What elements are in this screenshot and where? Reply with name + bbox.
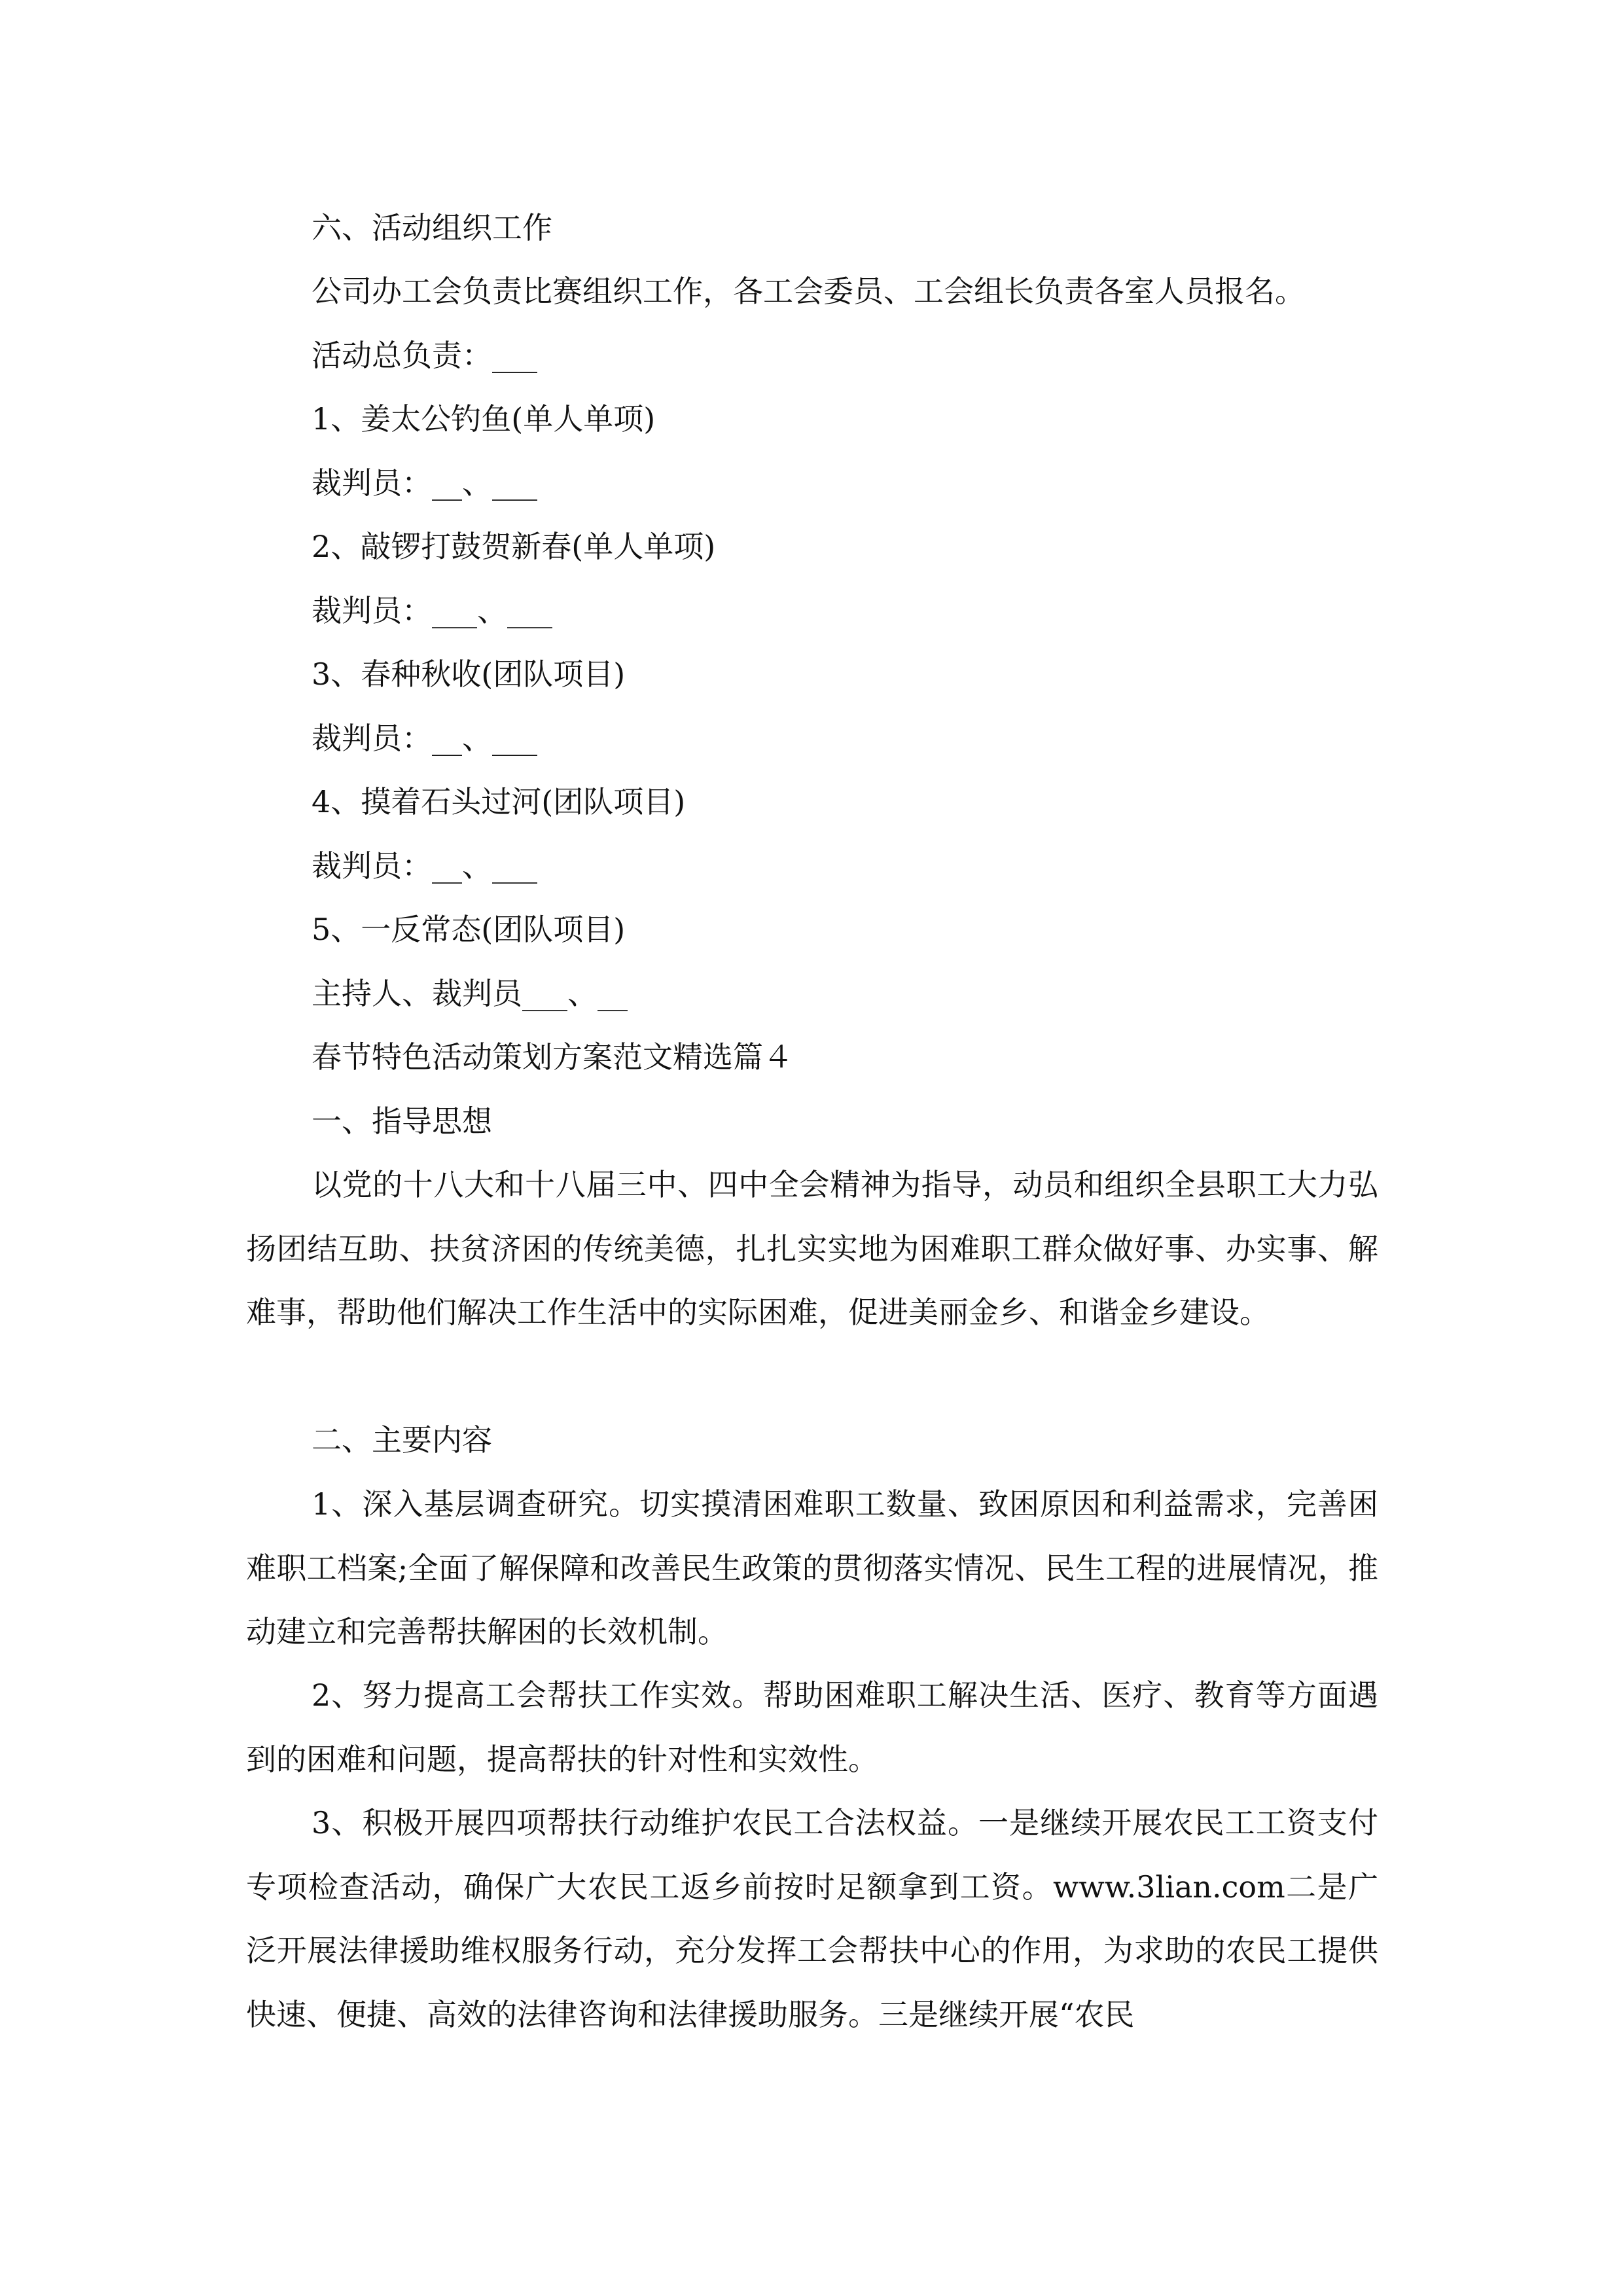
event-item-1: 1、姜太公钓鱼(单人单项) [312, 401, 656, 437]
event-3-referees: 裁判员：__、___ [312, 721, 537, 756]
event-item-2: 2、敲锣打鼓贺新春(单人单项) [312, 529, 716, 564]
section-heading-main-content: 二、主要内容 [312, 1422, 492, 1458]
event-2-referees: 裁判员：___、___ [312, 593, 552, 628]
main-content-item-1: 1、深入基层调查研究。切实摸清困难职工数量、致困原因和利益需求，完善困难职工档案;全面了解保障和改善民生政策的贯彻落实情况、民生工程的进展情况，推动建立和完善帮扶解困的长效机制。 [246, 1486, 1378, 1649]
main-content-item-2: 2、努力提高工会帮扶工作实效。帮助困难职工解决生活、医疗、教育等方面遇到的困难和问题，提高帮扶的针对性和实效性。 [246, 1677, 1378, 1777]
host-and-referees: 主持人、裁判员___、__ [312, 976, 628, 1011]
event-1-referees: 裁判员：__、___ [312, 465, 537, 501]
guiding-ideology-paragraph: 以党的十八大和十八届三中、四中全会精神为指导，动员和组织全县职工大力弘扬团结互助、扶贫济困的传统美德，扎扎实实地为困难职工群众做好事、办实事、解难事，帮助他们解决工作生活中的实际困难，促进美丽金乡、和谐金乡建设。 [246, 1167, 1378, 1330]
event-4-referees: 裁判员：__、___ [312, 848, 537, 884]
section-heading-guiding-ideology: 一、指导思想 [312, 1103, 492, 1139]
section-heading-activity-organization: 六、活动组织工作 [312, 210, 552, 245]
main-content-item-3: 3、积极开展四项帮扶行动维护农民工合法权益。一是继续开展农民工工资支付专项检查活动，确保广大农民工返乡前按时足额拿到工资。www.3lian.com二是广泛开展法律援助维权服务行动，充分发挥工会帮扶中心的作用，为求助的农民工提供快速、便捷、高效的法律咨询和法律援助服务。三是继续开展“农民 [246, 1805, 1378, 2032]
organization-description: 公司办工会负责比赛组织工作，各工会委员、工会组长负责各室人员报名。 [312, 274, 1305, 309]
event-item-3: 3、春种秋收(团队项目) [312, 656, 626, 692]
event-item-4: 4、摸着石头过河(团队项目) [312, 784, 686, 819]
event-item-5: 5、一反常态(团队项目) [312, 912, 626, 947]
article-title-part-4: 春节特色活动策划方案范文精选篇４ [312, 1039, 793, 1075]
activity-lead: 活动总负责：___ [312, 338, 537, 373]
